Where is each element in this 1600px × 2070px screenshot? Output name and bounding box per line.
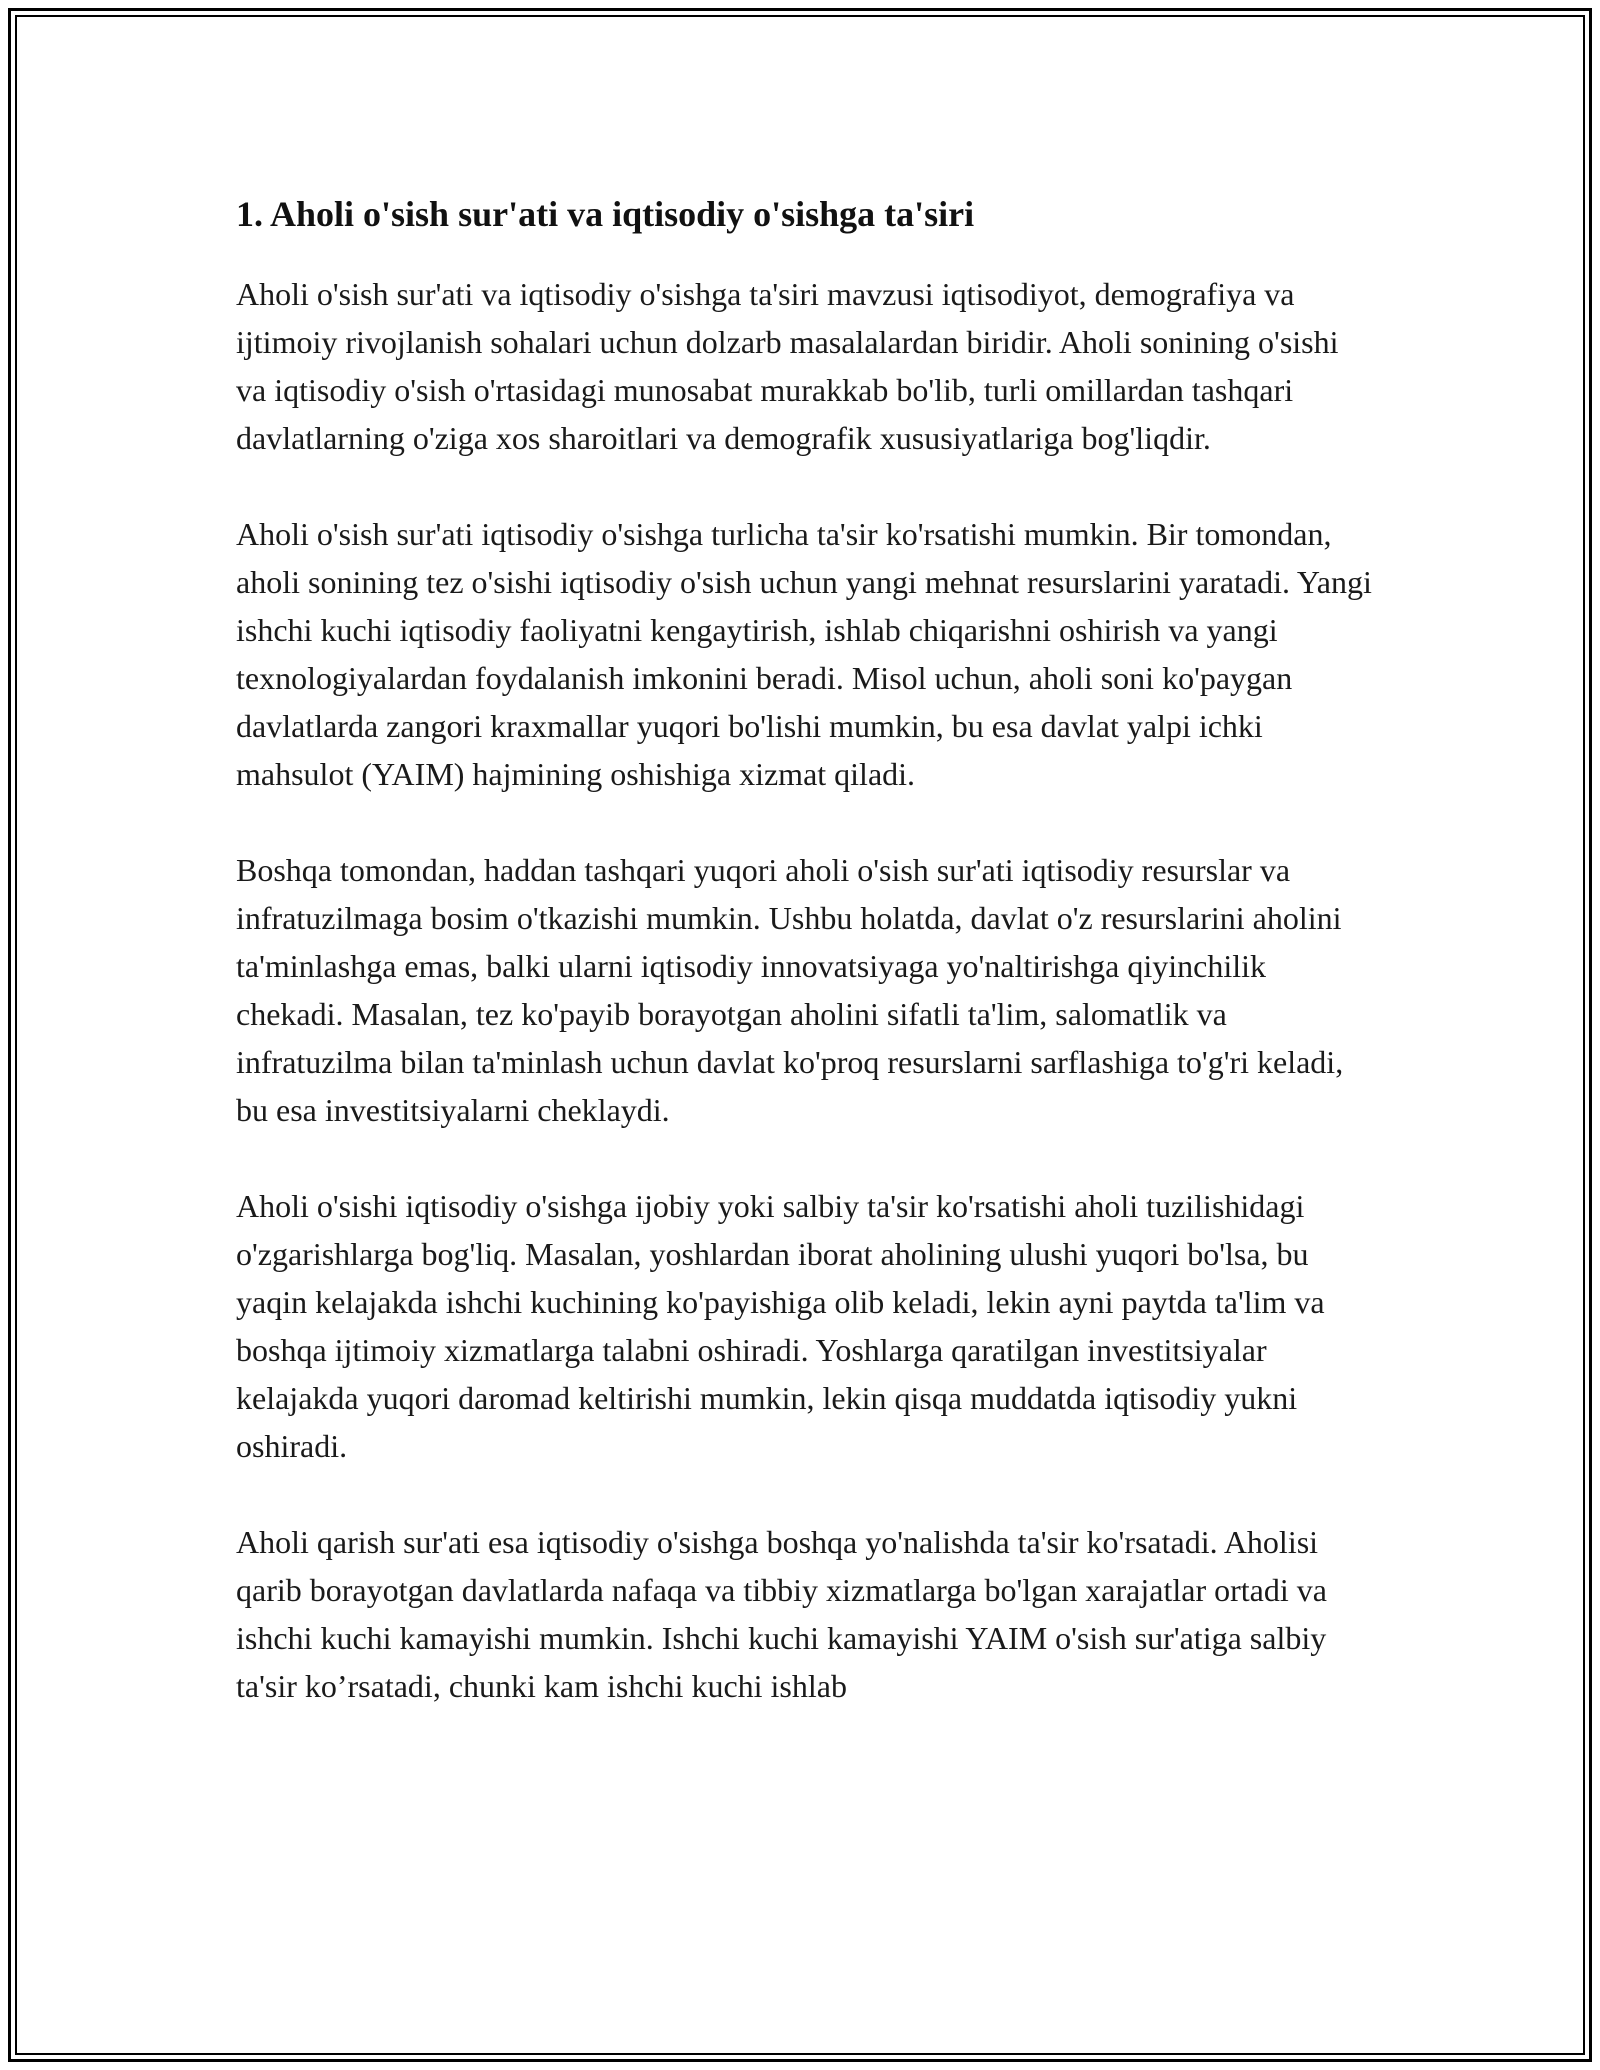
- section-heading: 1. Aholi o'sish sur'ati va iqtisodiy o'sishga ta'siri: [236, 194, 975, 234]
- paragraph-4: Aholi o'sishi iqtisodiy o'sishga ijobiy yoki salbiy ta'sir ko'rsatishi aholi tuzilishidagi o'zgarishlarga bog'liq. Masalan, yoshlardan iborat aholining ulushi yuqori bo'lsa, bu yaqin kelajakda ishchi kuchining ko'payishiga olib keladi, lekin ayni paytda ta'lim va boshqa ijtimoiy xizmatlarga talabni oshiradi. Yoshlarga qaratilgan investitsiyalar kelajakda yuqori daromad keltirishi mumkin, lekin qisqa muddatda iqtisodiy yukni oshiradi.: [236, 1188, 1325, 1464]
- paragraph-3: Boshqa tomondan, haddan tashqari yuqori aholi o'sish sur'ati iqtisodiy resurslar va infratuzilmaga bosim o'tkazishi mumkin. Ushbu holatda, davlat o'z resurslarini aholini ta'minlashga emas, balki ularni iqtisodiy innovatsiyaga yo'naltirishga qiyinchilik chekadi. Masalan, tez ko'payib borayotgan aholini sifatli ta'lim, salomatlik va infratuzilma bilan ta'minlash uchun davlat ko'proq resurslarni sarflashiga to'g'ri keladi, bu esa investitsiyalarni cheklaydi.: [236, 852, 1344, 1128]
- document-body: [236, 182, 1376, 1758]
- paragraph-1: Aholi o'sish sur'ati va iqtisodiy o'sishga ta'siri mavzusi iqtisodiyot, demografiya va ijtimoiy rivojlanish sohalari uchun dolzarb masalalardan biridir. Aholi sonining o'sishi va iqtisodiy o'sish o'rtasidagi munosabat murakkab bo'lib, turli omillardan tashqari davlatlarning o'ziga xos sharoitlari va demografik xususiyatlariga bog'liqdir.: [236, 276, 1339, 456]
- paragraph-5: Aholi qarish sur'ati esa iqtisodiy o'sishga boshqa yo'nalishda ta'sir ko'rsatadi. Aholisi qarib borayotgan davlatlarda nafaqa va tibbiy xizmatlarga bo'lgan xarajatlar ortadi va ishchi kuchi kamayishi mumkin. Ishchi kuchi kamayishi YAIM o'sish sur'atiga salbiy ta'sir ko’rsatadi, chunki kam ishchi kuchi ishlab: [236, 1524, 1327, 1704]
- paragraph-2: Aholi o'sish sur'ati iqtisodiy o'sishga turlicha ta'sir ko'rsatishi mumkin. Bir tomondan, aholi sonining tez o'sishi iqtisodiy o'sish uchun yangi mehnat resurslarini yaratadi. Yangi ishchi kuchi iqtisodiy faoliyatni kengaytirish, ishlab chiqarishni oshirish va yangi texnologiyalardan foydalanish imkonini beradi. Misol uchun, aholi soni ko'paygan davlatlarda zangori kraxmallar yuqori bo'lishi mumkin, bu esa davlat yalpi ichki mahsulot (YAIM) hajmining oshishiga xizmat qiladi.: [236, 516, 1372, 792]
